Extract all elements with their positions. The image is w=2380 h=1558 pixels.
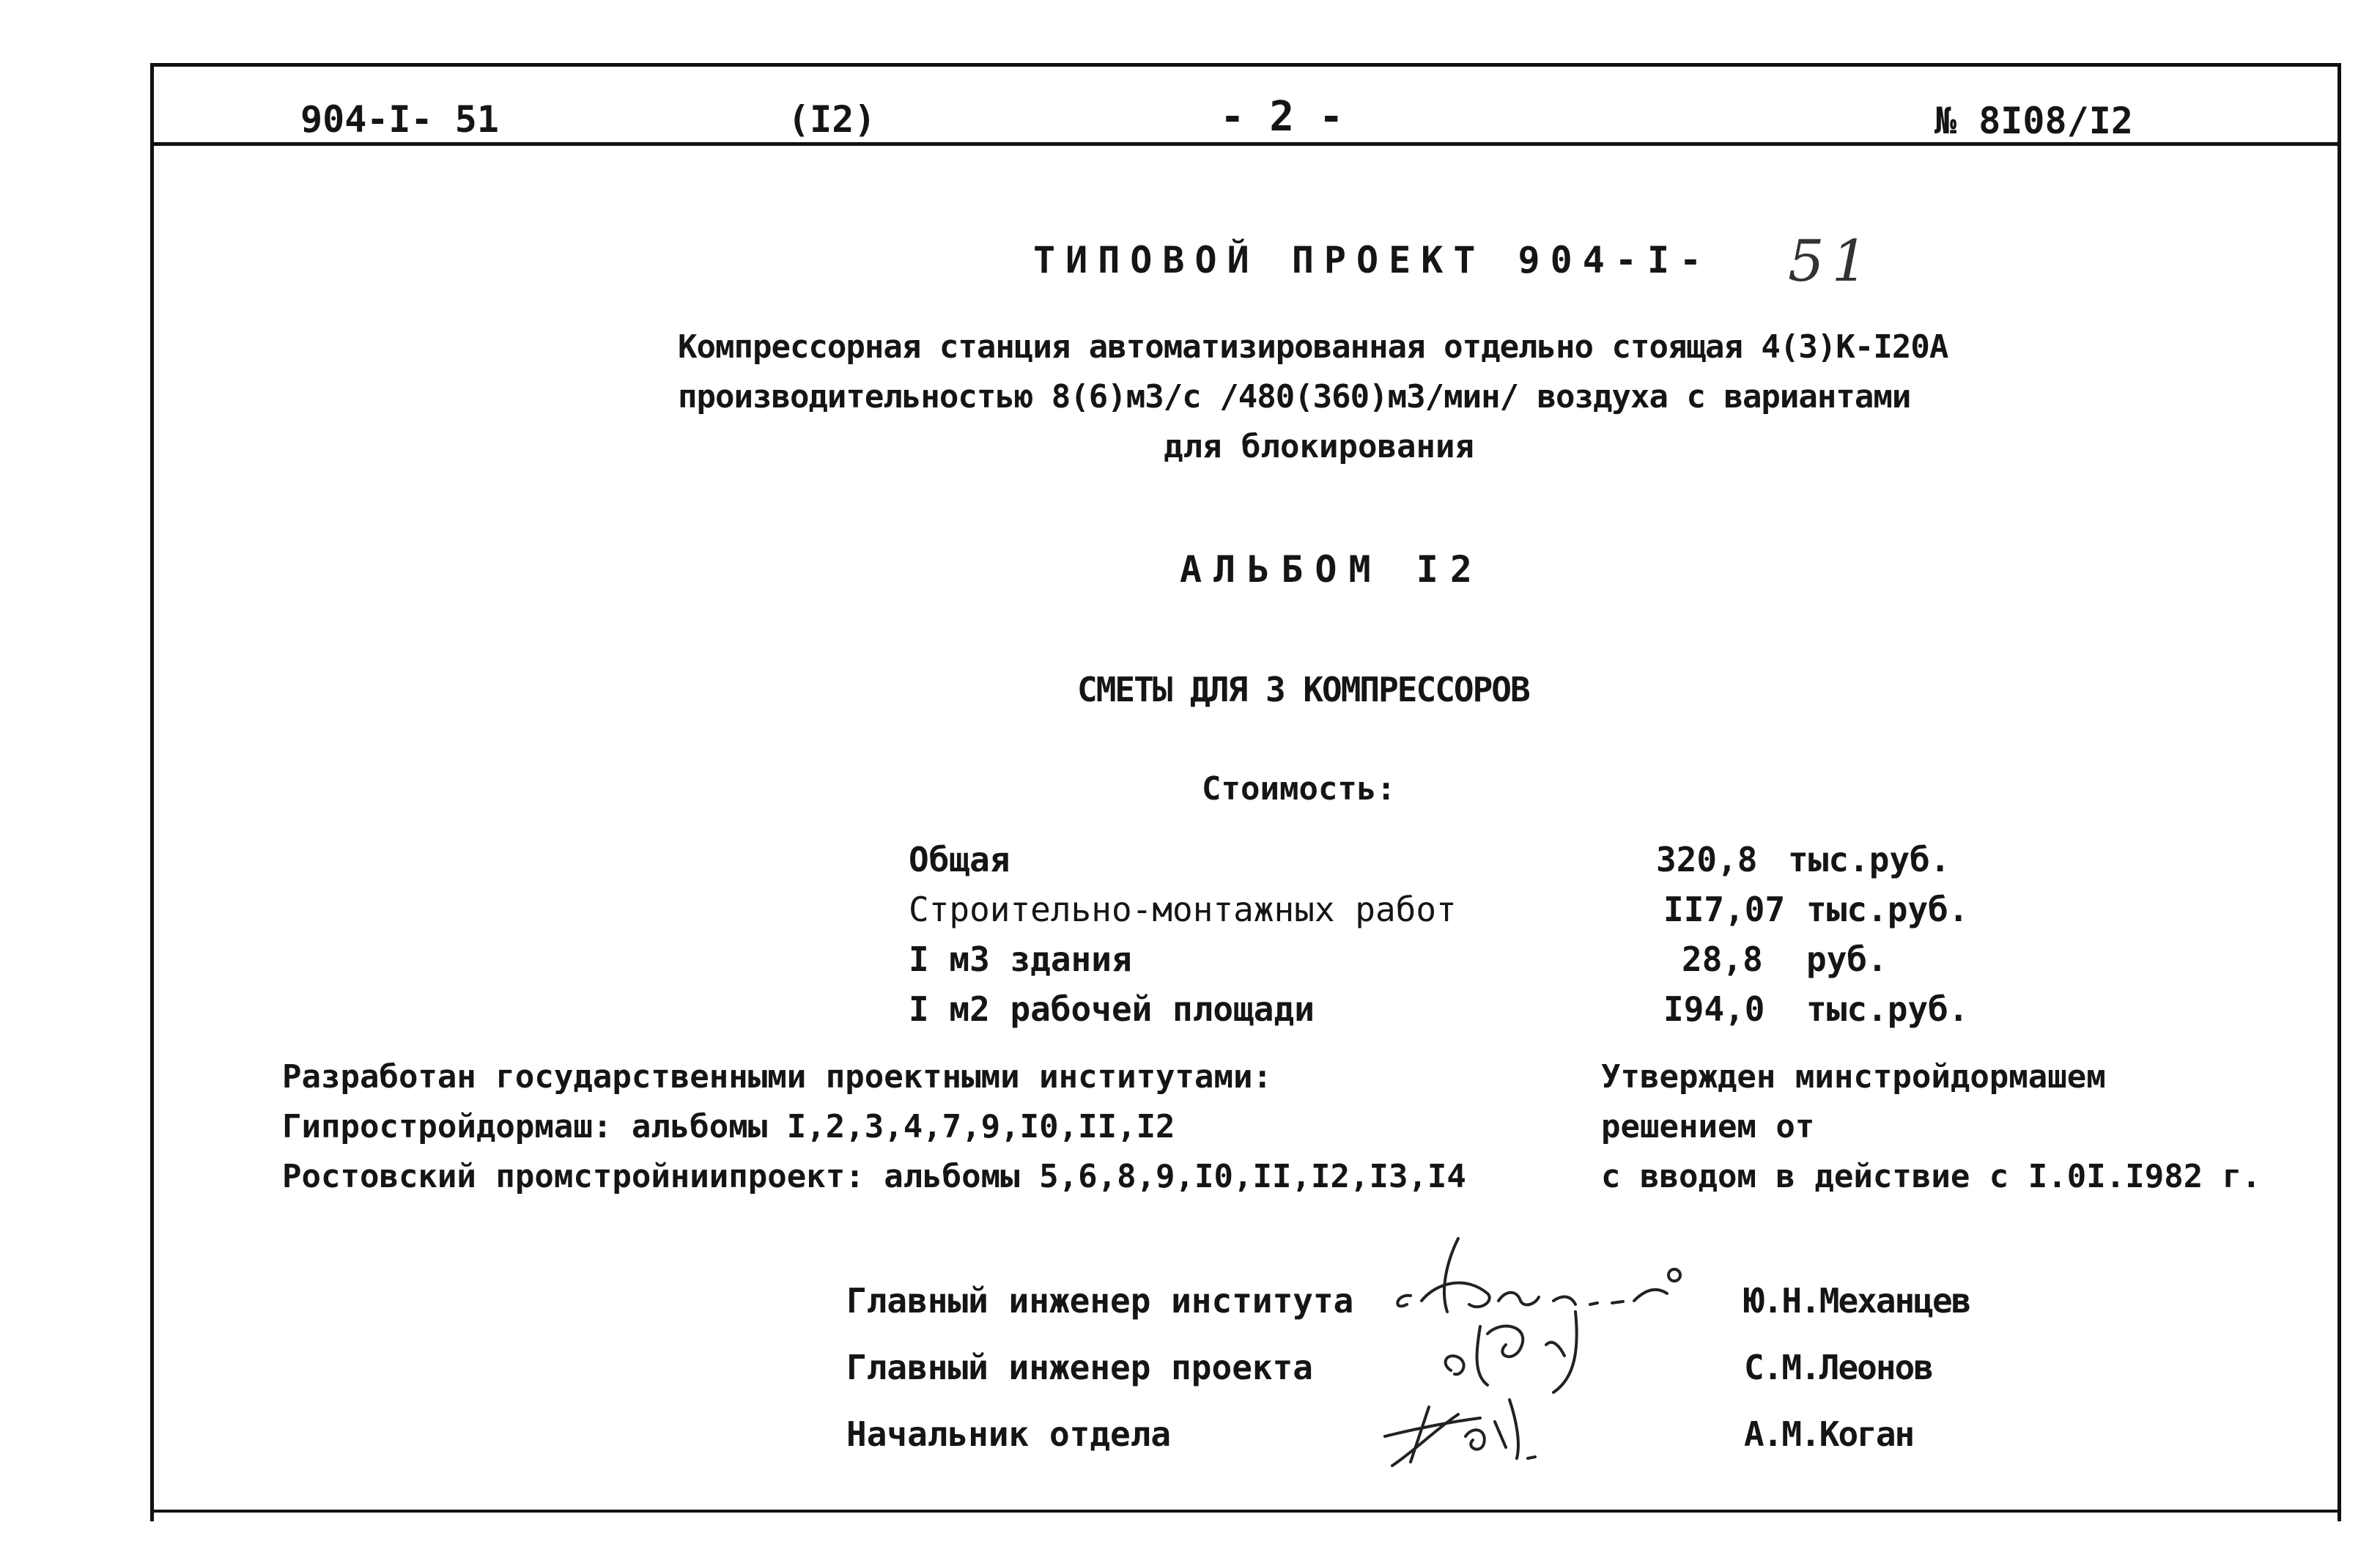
project-label: ТИПОВОЙ ПРОЕКТ 904-I- xyxy=(1033,239,1712,281)
project-number-handwritten: 51 xyxy=(1788,229,1876,295)
cost-value-volume: 28,8 xyxy=(1682,939,1763,979)
cost-value-area: I94,0 xyxy=(1663,989,1765,1029)
doc-series: 904-I- 51 xyxy=(300,98,499,141)
signatory-position-3: Начальник отдела xyxy=(846,1414,1172,1454)
description-line-3: для блокирования xyxy=(1164,428,1474,465)
page-number: - 2 - xyxy=(1220,93,1344,141)
subject-title: СМЕТЫ ДЛЯ 3 КОМПРЕССОРОВ xyxy=(1077,670,1529,709)
signatory-position-2: Главный инженер проекта xyxy=(846,1348,1313,1387)
cost-unit-volume: руб. xyxy=(1806,939,1888,979)
album-code: (I2) xyxy=(788,98,876,141)
registration-number: № 8I08/I2 xyxy=(1934,100,2133,142)
signatory-name-2: С.М.Леонов xyxy=(1744,1348,1932,1387)
developers-line-1: Разработан государственными проектными институтами: xyxy=(282,1058,1273,1096)
frame-bottom-border xyxy=(150,1510,2341,1513)
signatory-name-1: Ю.Н.Механцев xyxy=(1744,1281,1970,1321)
cost-value-total: 320,8 xyxy=(1656,840,1758,879)
frame-top-border xyxy=(150,63,2341,67)
signatory-position-1: Главный инженер института xyxy=(846,1281,1354,1321)
cost-label-construction: Строительно-монтажных работ xyxy=(909,890,1457,929)
approval-line-3: с вводом в действие с I.0I.I982 г. xyxy=(1601,1158,2261,1195)
album-title: АЛЬБОМ I2 xyxy=(1180,548,1484,591)
frame-header-divider xyxy=(150,142,2341,146)
developers-line-3: Ростовский промстройниипроект: альбомы 5,6,8,9,I0,II,I2,I3,I4 xyxy=(282,1158,1466,1195)
cost-value-construction: II7,07 xyxy=(1663,890,1786,929)
description-line-2: производительностью 8(6)м3/с /480(360)м3/мин/ воздуха с вариантами xyxy=(678,378,1911,416)
approval-line-2: решением от xyxy=(1601,1108,1815,1145)
frame-left-border xyxy=(150,63,154,1521)
signature-head-of-department xyxy=(1370,1378,1561,1473)
cost-unit-area: тыс.руб. xyxy=(1806,989,1969,1029)
cost-label-area: I м2 рабочей площади xyxy=(909,989,1315,1029)
frame-right-border xyxy=(2338,63,2341,1521)
description-line-1: Компрессорная станция автоматизированная отдельно стоящая 4(3)К-I20А xyxy=(678,328,1948,366)
cost-label-total: Общая xyxy=(909,840,1010,879)
cost-label-volume: I м3 здания xyxy=(909,939,1132,979)
cost-heading: Стоимость: xyxy=(1202,770,1396,808)
approval-line-1: Утвержден минстройдормашем xyxy=(1601,1058,2106,1096)
cost-unit-construction: тыс.руб. xyxy=(1806,890,1969,929)
developers-line-2: Гипростройдормаш: альбомы I,2,3,4,7,9,I0,II,I2 xyxy=(282,1108,1175,1145)
cost-unit-total: тыс.руб. xyxy=(1788,840,1951,879)
signatory-name-3: А.М.Коган xyxy=(1744,1414,1914,1454)
